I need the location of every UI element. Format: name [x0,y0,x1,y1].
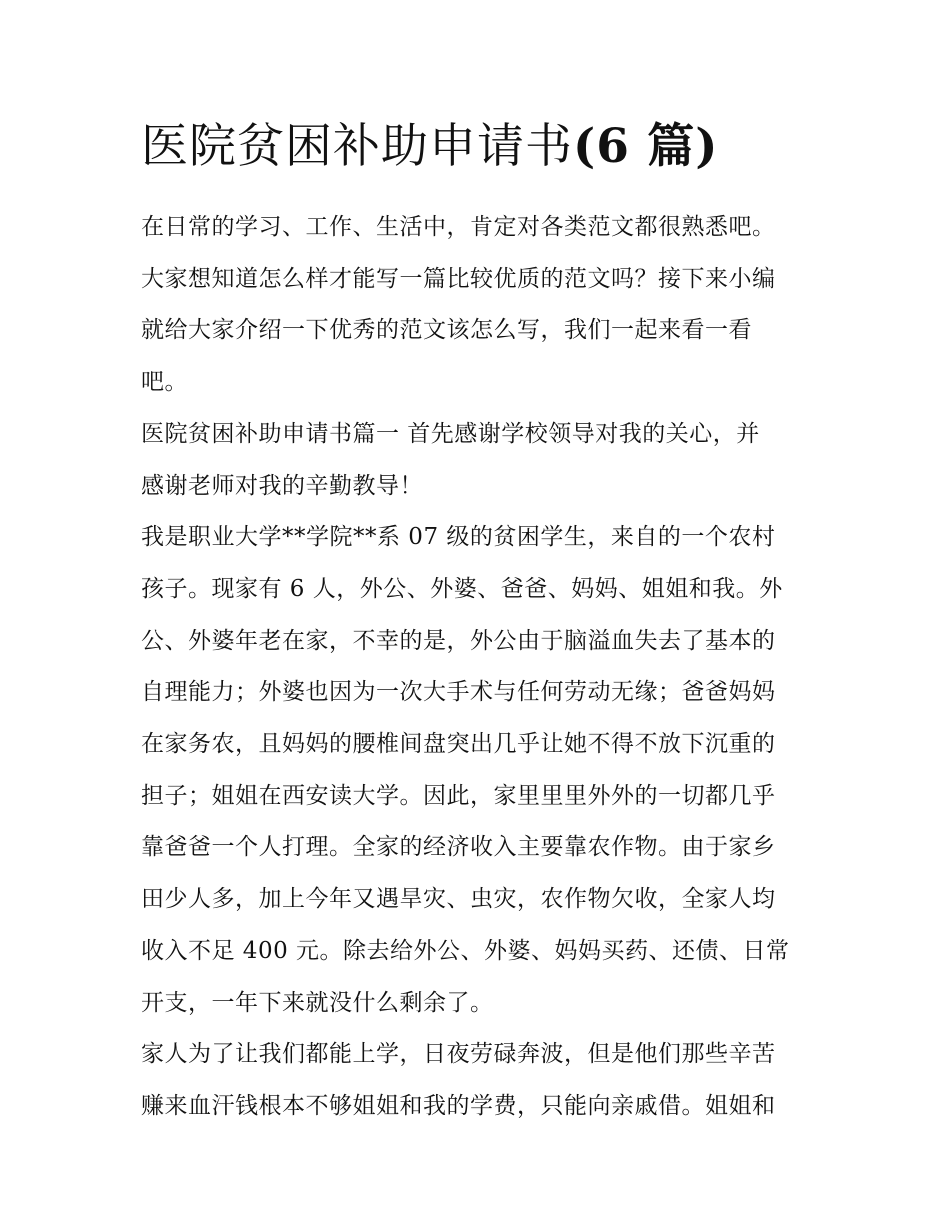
text-line: 孩子。现家有 6 人，外公、外婆、爸爸、妈妈、姐姐和我。外 [141,575,783,602]
text-line: 吧。 [141,369,188,396]
text-line: 靠爸爸一个人打理。全家的经济收入主要靠农作物。由于家乡 [141,834,776,861]
text-line: 自理能力；外婆也因为一次大手术与任何劳动无缘；爸爸妈妈 [141,679,776,706]
text-line: 就给大家介绍一下优秀的范文该怎么写，我们一起来看一看 [141,317,752,344]
title-suffix: (6 篇) [573,119,719,174]
paragraph-tuition [141,1029,813,1132]
paragraph-family-situation [141,512,813,1029]
text-line: 开支，一年下来就没什么剩余了。 [141,989,494,1016]
text-line: 收入不足 400 元。除去给外公、外婆、妈妈买药、还债、日常 [141,937,790,964]
text-line: 担子；姐姐在西安读大学。因此，家里里里外外的一切都几乎 [141,782,776,809]
paragraph-essay-one-opening [141,409,813,512]
document-title [141,112,813,182]
text-line: 田少人多，加上今年又遇旱灾、虫灾，农作物欠收，全家人均 [141,886,776,913]
paragraph-intro [141,202,813,409]
title-main: 医院贫困补助申请书 [141,119,573,174]
text-line: 家人为了让我们都能上学，日夜劳碌奔波，但是他们那些辛苦 [141,1041,776,1068]
document-content [141,112,813,1133]
text-line: 医院贫困补助申请书篇一 首先感谢学校领导对我的关心，并 [141,420,760,447]
text-line: 我是职业大学**学院**系 07 级的贫困学生，来自的一个农村 [141,524,776,551]
text-line: 大家想知道怎么样才能写一篇比较优质的范文吗？接下来小编 [141,265,776,292]
text-line: 公、外婆年老在家，不幸的是，外公由于脑溢血失去了基本的 [141,627,776,654]
text-line: 在日常的学习、工作、生活中，肯定对各类范文都很熟悉吧。 [141,214,776,240]
text-line: 感谢老师对我的辛勤教导！ [141,472,423,499]
text-line: 赚来血汗钱根本不够姐姐和我的学费，只能向亲戚借。姐姐和 [141,1092,776,1119]
text-line: 在家务农，且妈妈的腰椎间盘突出几乎让她不得不放下沉重的 [141,731,776,758]
